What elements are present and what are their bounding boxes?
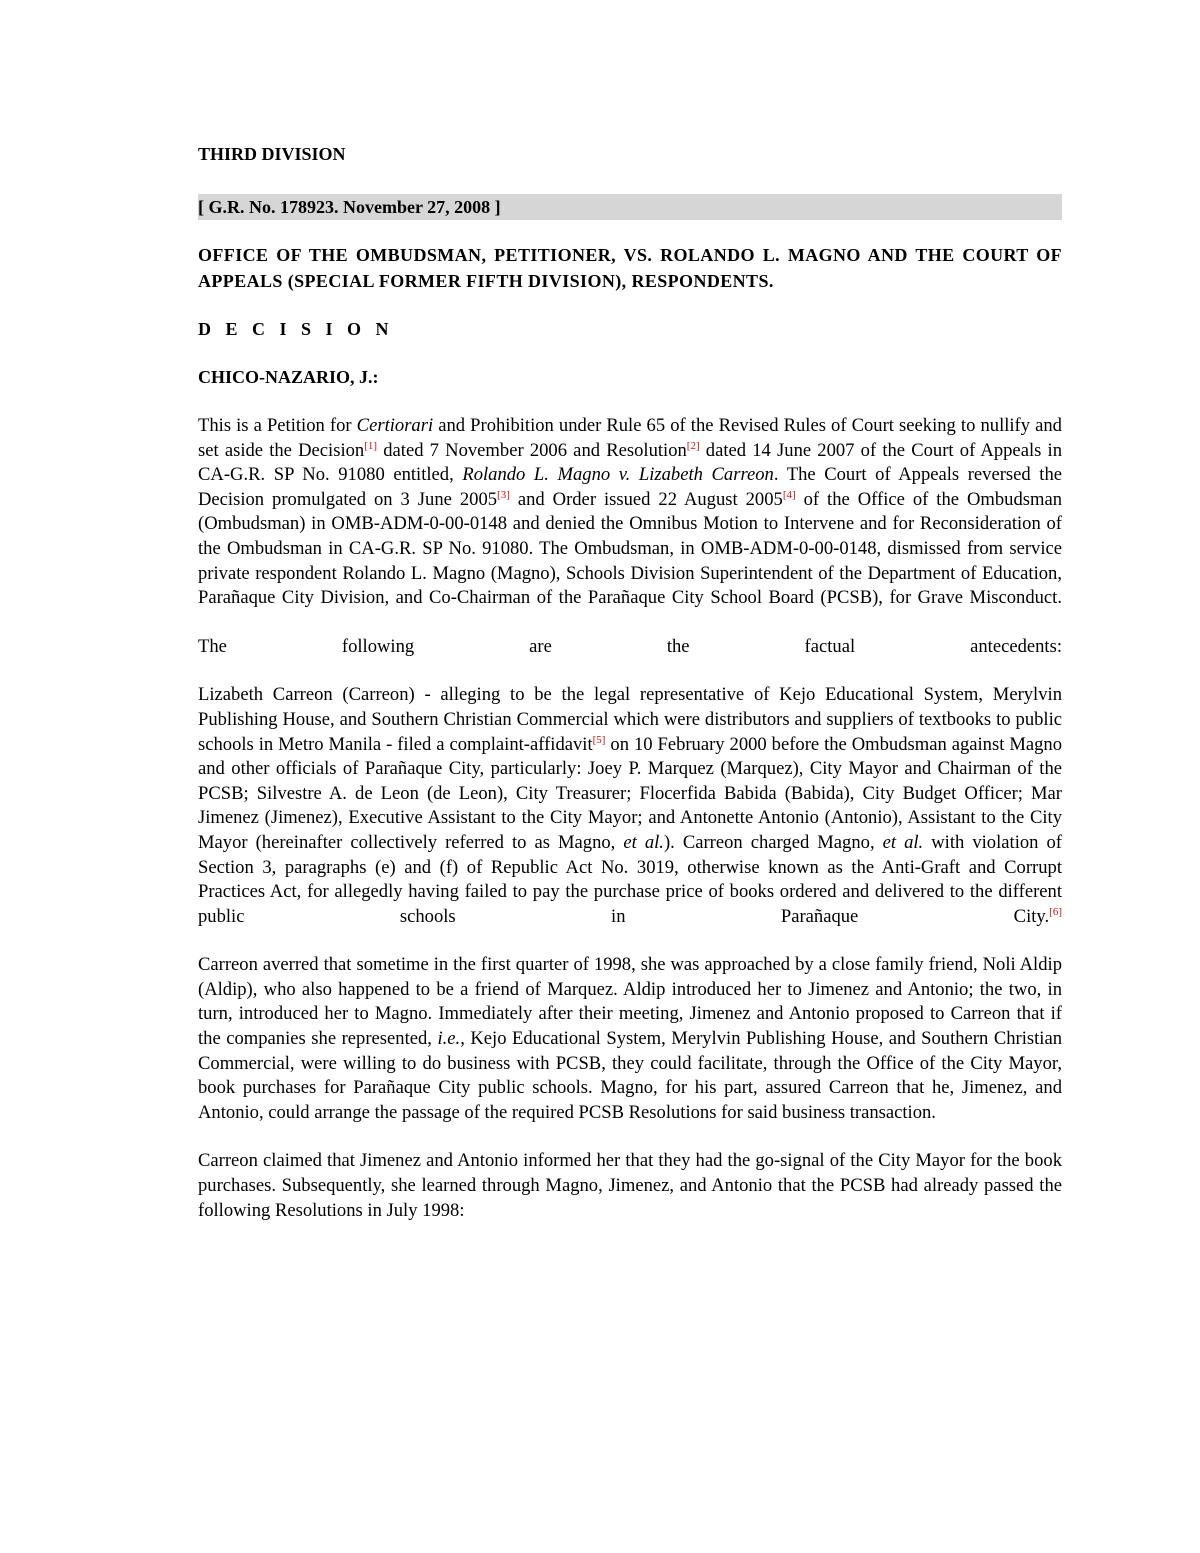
- text-run-italic: Rolando L. Magno v. Lizabeth Carreon: [462, 464, 774, 486]
- text-run: Carreon averred that sometime in the first quarter of 1998, she was approached by a close family friend, Noli Aldip (Aldip), who also happened to be a friend of Marquez. Aldip introduced her to Jimenez and Antonio; the two, in turn, introduced her to Magno. Immediately after their meeting, Jimenez and Antonio proposed to Carreon that if the companies she represented,: [198, 954, 1062, 1050]
- paragraph-carreon-averred: [198, 953, 1062, 1125]
- text-run: with violation of Section 3, paragraphs (e) and (f) of Republic Act No. 3019, otherwise known as the Anti-Graft and Corrupt Practices Act, for allegedly having failed to pay the purchase price of books ordered and delivered to the different public schools in Parañaque City.: [198, 831, 1062, 927]
- text-run: Lizabeth Carreon (Carreon) - alleging to be the legal representative of Kejo Educational System, Merylvin Publishing House, and Southern Christian Commercial which were distributors and suppliers of textbooks to public schools in Metro Manila - filed a complaint-affidavit: [198, 684, 1062, 755]
- text-run: , Kejo Educational System, Merylvin Publishing House, and Southern Christian Commercial, were willing to do business with PCSB, they could facilitate, through the Office of the City Mayor, book purchases for Parañaque City public schools. Magno, for his part, assured Carreon that he, Jimenez, and Antonio, could arrange the passage of the required PCSB Resolutions for said business transaction.: [198, 1028, 1062, 1123]
- text-run: dated 14 June 2007 of the Court of Appeals in CA-G.R. SP No. 91080 entitled,: [198, 439, 1062, 486]
- text-run: This is a Petition for: [198, 415, 357, 436]
- document-page: [198, 140, 1062, 1223]
- paragraph-antecedents-intro: The following are the factual antecedents:: [198, 635, 1062, 657]
- text-run: . The Court of Appeals reversed the Decision promulgated on 3 June 2005: [198, 464, 1062, 510]
- case-parties-title: OFFICE OF THE OMBUDSMAN, PETITIONER, VS. ROLANDO L. MAGNO AND THE COURT OF APPEALS (SPECIAL FORMER FIFTH DIVISION), RESPONDENTS.: [198, 245, 1062, 291]
- case-number-bar: [ G.R. No. 178923. November 27, 2008 ]: [198, 194, 1062, 220]
- paragraph-complaint: [198, 683, 1062, 929]
- text-run: dated 7 November 2006 and Resolution: [377, 439, 687, 461]
- footnote-link-4[interactable]: [4]: [782, 488, 796, 501]
- footnote-link-1[interactable]: [1]: [364, 439, 378, 452]
- division-heading: THIRD DIVISION: [198, 144, 346, 164]
- footnote-link-2[interactable]: [2]: [686, 439, 700, 452]
- ponente: CHICO-NAZARIO, J.:: [198, 367, 379, 387]
- text-run: and Order issued 22 August 2005: [509, 488, 783, 510]
- footnote-link-3[interactable]: [3]: [497, 488, 510, 501]
- text-run: ). Carreon charged Magno,: [663, 831, 883, 853]
- text-run: of the Office of the Ombudsman (Ombudsman) in OMB-ADM-0-00-0148 and denied the Omnibus Motion to Intervene and for Reconsideration of the Ombudsman in CA-G.R. SP No. 91080. The Ombudsman, in OMB-ADM-0-00-0148, dismissed from service private respondent Rolando L. Magno (Magno), Schools Division Superintendent of the Department of Education, Parañaque City Division, and Co-Chairman of the Parañaque City School Board (PCSB), for Grave Misconduct.: [198, 488, 1062, 609]
- text-run-italic: Certiorari: [356, 415, 434, 436]
- footnote-link-5[interactable]: [5]: [592, 733, 606, 746]
- text-run: and Prohibition under Rule 65 of the Revised Rules of Court seeking to nullify and set aside the Decision: [198, 415, 1062, 461]
- text-run: on 10 February 2000 before the Ombudsman against Magno and other officials of Parañaque City, particularly: Joey P. Marquez (Marquez), City Mayor and Chairman of the PCSB; Silvestre A. de Leon (de Leon), City Treasurer; Flocerfida Babida (Babida), City Budget Officer; Mar Jimenez (Jimenez), Executive Assistant to the City Mayor; and Antonette Antonio (Antonio), Assistant to the City Mayor (hereinafter collectively referred to as Magno,: [198, 733, 1062, 853]
- text-run-italic: et al.: [882, 831, 924, 853]
- text-run-italic: i.e.: [437, 1028, 461, 1050]
- text-run-italic: et al.: [623, 831, 664, 853]
- paragraph-petition: [198, 414, 1062, 611]
- footnote-link-6[interactable]: [6]: [1049, 905, 1062, 918]
- paragraph-carreon-claimed: Carreon claimed that Jimenez and Antonio informed her that they had the go-signal of the City Mayor for the book purchases. Subsequently, she learned through Magno, Jimenez, and Antonio that the PCSB had already passed the following Resolutions in July 1998:: [198, 1150, 1062, 1221]
- decision-heading: D E C I S I O N: [198, 319, 394, 339]
